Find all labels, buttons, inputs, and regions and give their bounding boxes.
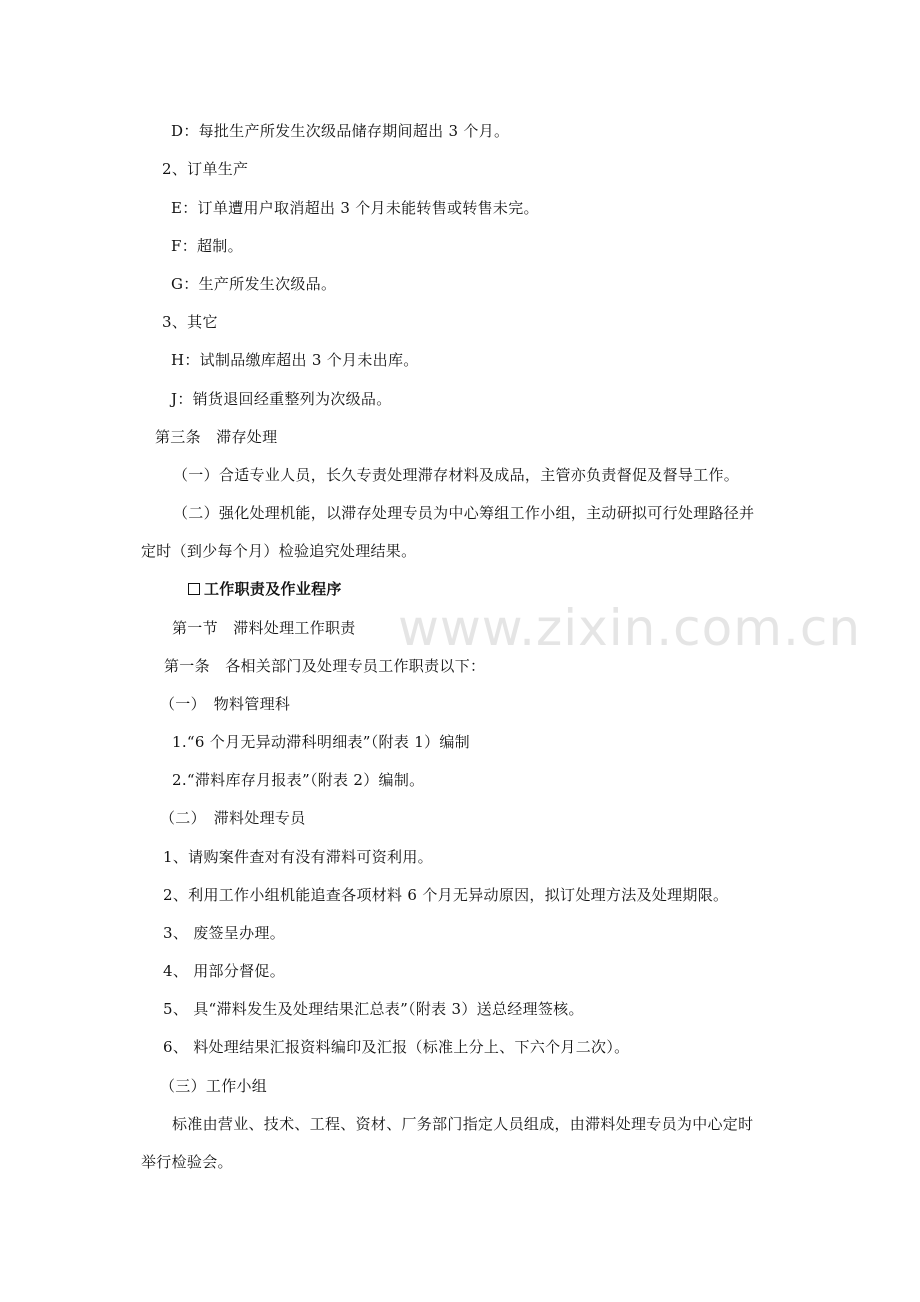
paragraph-line: 5、 具“滞料发生及处理结果汇总表”（附表 3）送总经理签核。 [163, 1000, 584, 1018]
paragraph-line: （一）合适专业人员，长久专责处理滞存材料及成品，主管亦负责督促及督导工作。 [173, 466, 740, 484]
paragraph-line: 1.“6 个月无异动滞科明细表”（附表 1）编制 [172, 733, 470, 751]
paragraph-line: 2、订单生产 [162, 160, 249, 178]
paragraph-line: D：每批生产所发生次级品储存期间超出 3 个月。 [171, 122, 510, 140]
paragraph-line: 3、其它 [162, 313, 218, 331]
paragraph-line: 4、 用部分督促。 [163, 962, 286, 980]
section-heading [188, 579, 342, 599]
paragraph-line: （一） 物料管理科 [160, 695, 291, 713]
paragraph-line: 6、 料处理结果汇报资料编印及汇报（标准上分上、下六个月二次）。 [163, 1038, 630, 1056]
section-heading-text: 工作职责及作业程序 [204, 580, 342, 598]
subsection-heading: 第一节 滞料处理工作职责 [172, 619, 356, 637]
paragraph-line: J：销货退回经重整列为次级品。 [171, 390, 392, 408]
paragraph-line: （二）强化处理机能，以滞存处理专员为中心筹组工作小组，主动研拟可行处理路径并 [173, 504, 755, 522]
paragraph-line: 3、 废签呈办理。 [163, 924, 286, 942]
paragraph-line: 1、请购案件查对有没有滞料可资利用。 [163, 848, 433, 866]
paragraph-line: 定时（到少每个月）检验追究处理结果。 [141, 542, 417, 560]
paragraph-line: E：订单遭用户取消超出 3 个月未能转售或转售未完。 [171, 199, 539, 217]
watermark: www.zixin.com.cn [398, 599, 862, 657]
paragraph-line: （二） 滞料处理专员 [160, 809, 306, 827]
paragraph-line: 举行检验会。 [141, 1153, 233, 1171]
paragraph-line: F：超制。 [171, 237, 243, 255]
checkbox-icon [188, 583, 200, 595]
paragraph-line: 2、利用工作小组机能追查各项材料 6 个月无异动原因，拟订处理方法及处理期限。 [163, 886, 729, 904]
paragraph-line: 2.“滞料库存月报表”（附表 2）编制。 [172, 771, 425, 789]
paragraph-line: H：试制品缴库超出 3 个月未出库。 [171, 351, 419, 369]
article-heading: 第三条 滞存处理 [155, 428, 278, 446]
paragraph-line: （三）工作小组 [160, 1077, 268, 1095]
paragraph-line: 标准由营业、技术、工程、资材、厂务部门指定人员组成，由滞料处理专员为中心定时 [172, 1115, 754, 1133]
paragraph-line: G：生产所发生次级品。 [171, 275, 337, 293]
article-heading: 第一条 各相关部门及处理专员工作职责以下： [164, 657, 486, 675]
